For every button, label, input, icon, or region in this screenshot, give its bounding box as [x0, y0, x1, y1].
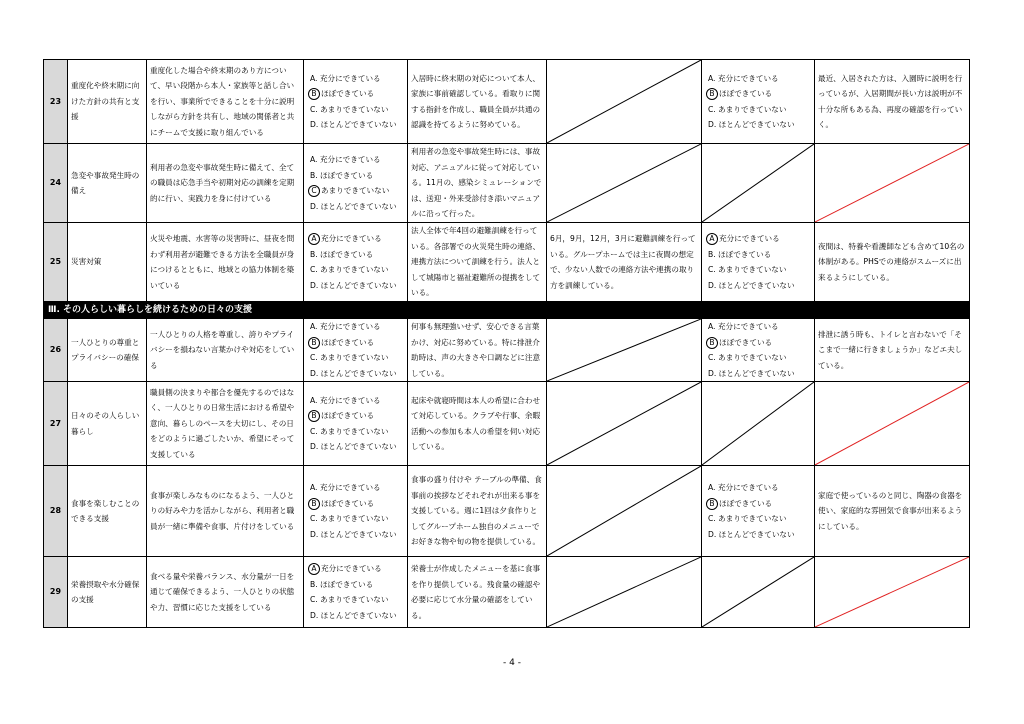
diagonal-strike-cell: [702, 382, 815, 466]
selected-circle-mark: A: [308, 563, 320, 575]
self-evaluation-choices: A. 充分にできている B ほぼできている C. あまりできていない D. ほとんどできていない: [304, 466, 408, 557]
item-number: 28: [44, 466, 68, 557]
item-title: 日々のその人らしい暮らし: [68, 382, 147, 466]
choice-option: A. 充分にできている: [310, 155, 381, 164]
selected-circle-mark: A: [308, 233, 320, 245]
item-number: 27: [44, 382, 68, 466]
choice-option: A. 充分にできている: [708, 483, 779, 492]
choice-option: C. あまりできていない: [708, 353, 787, 362]
choice-option: C. あまりできていない: [708, 514, 787, 523]
table-row: [44, 557, 970, 628]
table-row: [44, 466, 970, 557]
choice-option: A. 充分にできている: [310, 483, 381, 492]
table-row: [44, 319, 970, 382]
diagonal-strike-cell: [815, 557, 970, 628]
choice-option: C. あまりできていない: [708, 104, 787, 114]
choice-option: D. ほとんどできていない: [310, 201, 397, 211]
diagonal-strike-cell: [547, 60, 702, 144]
choice-option: A. 充分にできている: [708, 322, 779, 331]
self-evaluation-choices: A. 充分にできている B ほぼできている C. あまりできていない D. ほとんどできていない: [304, 60, 408, 144]
selected-circle-mark: B: [706, 498, 718, 510]
item-number: 23: [44, 60, 68, 144]
external-evaluation-choices: A. 充分にできている B ほぼできている C. あまりできていない D. ほとんどできていない: [702, 466, 815, 557]
item-description: 食べる量や栄養バランス、水分量が一日を通じて確保できるよう、一人ひとりの状態や力、習慣に応じた支援をしている: [147, 557, 304, 628]
choice-option: D. ほとんどできていない: [310, 120, 397, 129]
choice-option: D. ほとんどできていない: [708, 280, 795, 290]
external-evaluation-choices: A. 充分にできている B ほぼできている C. あまりできていない D. ほとんどできていない: [702, 60, 815, 144]
diagonal-strike-cell: [547, 557, 702, 628]
choice-option: C. あまりできていない: [310, 353, 389, 362]
selected-circle-mark: C: [308, 185, 320, 197]
choice-option: C. あまりできていない: [708, 265, 787, 274]
item-title: 急変や事故発生時の備え: [68, 144, 147, 223]
next-step-text: 夜間は、特養や看護師なども含めて10名の体制がある。PHSでの連絡がスムーズに出来るようにしている。: [815, 223, 970, 302]
choice-option: A. 充分にできている: [310, 395, 381, 405]
self-practice-text: 法人全体で年4回の避難訓練を行っている。各部署での火災発生時の連絡、連携方法について訓練を行う。法人として城陽市と福祉避難所の提携をしている。: [408, 223, 547, 302]
self-evaluation-choices: A 充分にできている B. ほぼできている C. あまりできていない D. ほとんどできていない: [304, 223, 408, 302]
choice-option: A. 充分にできている: [708, 73, 779, 83]
self-practice-text: 利用者の急変や事故発生時には、事故対応、アニュアルに従って対応している。11月の、感染シミュレーションでは、送迎・外来受診付き添いマニュアルに沿って行った。: [408, 144, 547, 223]
self-evaluation-choices: A 充分にできている B. ほぼできている C. あまりできていない D. ほとんどできていない: [304, 557, 408, 628]
choice-option: C. あまりできていない: [310, 265, 389, 274]
choice-option: D. ほとんどできていない: [708, 120, 795, 129]
diagonal-strike-cell: [547, 466, 702, 557]
item-description: 職員側の決まりや都合を優先するのではなく、一人ひとりの日常生活における希望や意向、暮らしのペースを大切にし、その日をどのように過ごしたいか、希望にそって支援している: [147, 382, 304, 466]
choice-option: D. ほとんどできていない: [310, 280, 397, 290]
page-number: - 4 -: [503, 658, 521, 668]
item-title: 一人ひとりの尊重とプライバシーの確保: [68, 319, 147, 382]
choice-option: C. あまりできていない: [310, 595, 389, 604]
item-description: 食事が楽しみなものになるよう、一人ひとりの好みや力を活かしながら、利用者と職員が一緒に準備や食事、片付けをしている: [147, 466, 304, 557]
item-title: 栄養摂取や水分確保の支援: [68, 557, 147, 628]
choice-option: B. ほぼできている: [310, 249, 374, 259]
choice-option: A. 充分にできている: [310, 73, 381, 83]
choice-option: C. あまりできていない: [310, 514, 389, 523]
selected-circle-mark: A: [706, 233, 718, 245]
selected-circle-mark: B: [308, 498, 320, 510]
item-number: 29: [44, 557, 68, 628]
next-step-text: 最近、入居された方は、入園時に説明を行っているが、入居期間が長い方は説明が不十分な所もある為、再度の確認を行っていく。: [815, 60, 970, 144]
diagonal-strike-cell: [702, 144, 815, 223]
diagonal-strike-cell: [547, 144, 702, 223]
choice-option: D. ほとんどできていない: [310, 610, 397, 620]
diagonal-strike-cell: [815, 144, 970, 223]
item-title: 食事を楽しむことのできる支援: [68, 466, 147, 557]
diagonal-strike-cell: [547, 319, 702, 382]
choice-option: B. ほぼできている: [310, 170, 374, 180]
choice-option: D. ほとんどできていない: [310, 529, 397, 539]
external-evaluation-choices: A. 充分にできている B ほぼできている C. あまりできていない D. ほとんどできていない: [702, 319, 815, 382]
selected-circle-mark: B: [308, 88, 320, 100]
choice-option: B. ほぼできている: [708, 249, 772, 259]
choice-option: D. ほとんどできていない: [708, 368, 795, 378]
external-practice-text: 6月，9月，12月，3月に避難訓練を行っている。グループホームでは主に夜間の想定で、少ない人数での連絡方法や連携の取り方を訓練している。: [547, 223, 702, 302]
item-description: 利用者の急変や事故発生時に備えて、全ての職員は応急手当や初期対応の訓練を定期的に行い、実践力を身に付けている: [147, 144, 304, 223]
diagonal-strike-cell: [815, 382, 970, 466]
diagonal-strike-cell: [547, 382, 702, 466]
selected-circle-mark: B: [706, 337, 718, 349]
item-number: 26: [44, 319, 68, 382]
choice-option: D. ほとんどできていない: [708, 529, 795, 539]
choice-option: C. あまりできていない: [310, 104, 389, 114]
choice-option: D. ほとんどできていない: [310, 442, 397, 451]
self-practice-text: 起床や就寝時間は本人の希望に合わせて対応している。クラブや行事、余暇活動への参加も本人の希望を伺い対応している。: [408, 382, 547, 466]
selected-circle-mark: B: [308, 337, 320, 349]
item-title: 災害対策: [68, 223, 147, 302]
self-evaluation-choices: A. 充分にできている B. ほぼできている C あまりできていない D. ほとんどできていない: [304, 144, 408, 223]
self-evaluation-choices: A. 充分にできている B ほぼできている C. あまりできていない D. ほとんどできていない: [304, 319, 408, 382]
external-evaluation-choices: A 充分にできている B. ほぼできている C. あまりできていない D. ほとんどできていない: [702, 223, 815, 302]
next-step-text: 排泄に誘う時も、トイレと言わないで「そこまで一緒に行きましょうか」などエ夫している。: [815, 319, 970, 382]
selected-circle-mark: B: [308, 410, 320, 422]
table-row: [44, 144, 970, 223]
item-number: 25: [44, 223, 68, 302]
choice-option: B. ほぼできている: [310, 579, 374, 589]
diagonal-strike-cell: [702, 557, 815, 628]
item-description: 一人ひとりの人格を尊重し、誇りやプライバシーを損ねない言葉かけや対応をしている: [147, 319, 304, 382]
evaluation-table: [43, 59, 970, 628]
self-practice-text: 栄養士が作成したメニューを基に食事を作り提供している。残食量の確認や必要に応じて水分量の確認をしている。: [408, 557, 547, 628]
item-description: 火災や地震、水害等の災害時に、昼夜を問わず利用者が避難できる方法を全職員が身につけるとともに、地域との協力体制を築いている: [147, 223, 304, 302]
self-practice-text: 食事の盛り付けや テーブルの準備、食事前の挨拶などそれぞれが出来る事を支援している。週に1回は夕食作りとしてグループホーム独自のメニューでお好きな物や旬の物を提供している。: [408, 466, 547, 557]
item-title: 重度化や終末期に向けた方針の共有と支援: [68, 60, 147, 144]
choice-option: A. 充分にできている: [310, 322, 381, 331]
table-row: [44, 60, 970, 144]
self-practice-text: 何事も無理強いせず、安心できる言葉かけ、対応に努めている。特に排泄介助時は、声の大きさや口調などに注意している。: [408, 319, 547, 382]
table-row: [44, 382, 970, 466]
item-number: 24: [44, 144, 68, 223]
section-title: Ⅲ. その人らしい暮らしを続けるための日々の支援: [44, 302, 970, 319]
section-header-row: [44, 302, 970, 319]
choice-option: D. ほとんどできていない: [310, 368, 397, 378]
choice-option: C. あまりできていない: [310, 426, 389, 436]
self-evaluation-choices: A. 充分にできている B ほぼできている C. あまりできていない D. ほとんどできていない: [304, 382, 408, 466]
item-description: 重度化した場合や終末期のあり方について、早い段階から本人・家族等と話し合いを行い、事業所でできることを十分に説明しながら方針を共有し、地域の関係者と共にチームで支援に取り組んでいる: [147, 60, 304, 144]
selected-circle-mark: B: [706, 88, 718, 100]
self-practice-text: 入居時に終末期の対応について本人、家族に事前確認している。看取りに関する指針を作成し、職員全員が共通の認識を持てるように努めている。: [408, 60, 547, 144]
table-row: [44, 223, 970, 302]
next-step-text: 家庭で使っているのと同じ、陶器の食器を使い、家庭的な雰囲気で食事が出来るようにしている。: [815, 466, 970, 557]
